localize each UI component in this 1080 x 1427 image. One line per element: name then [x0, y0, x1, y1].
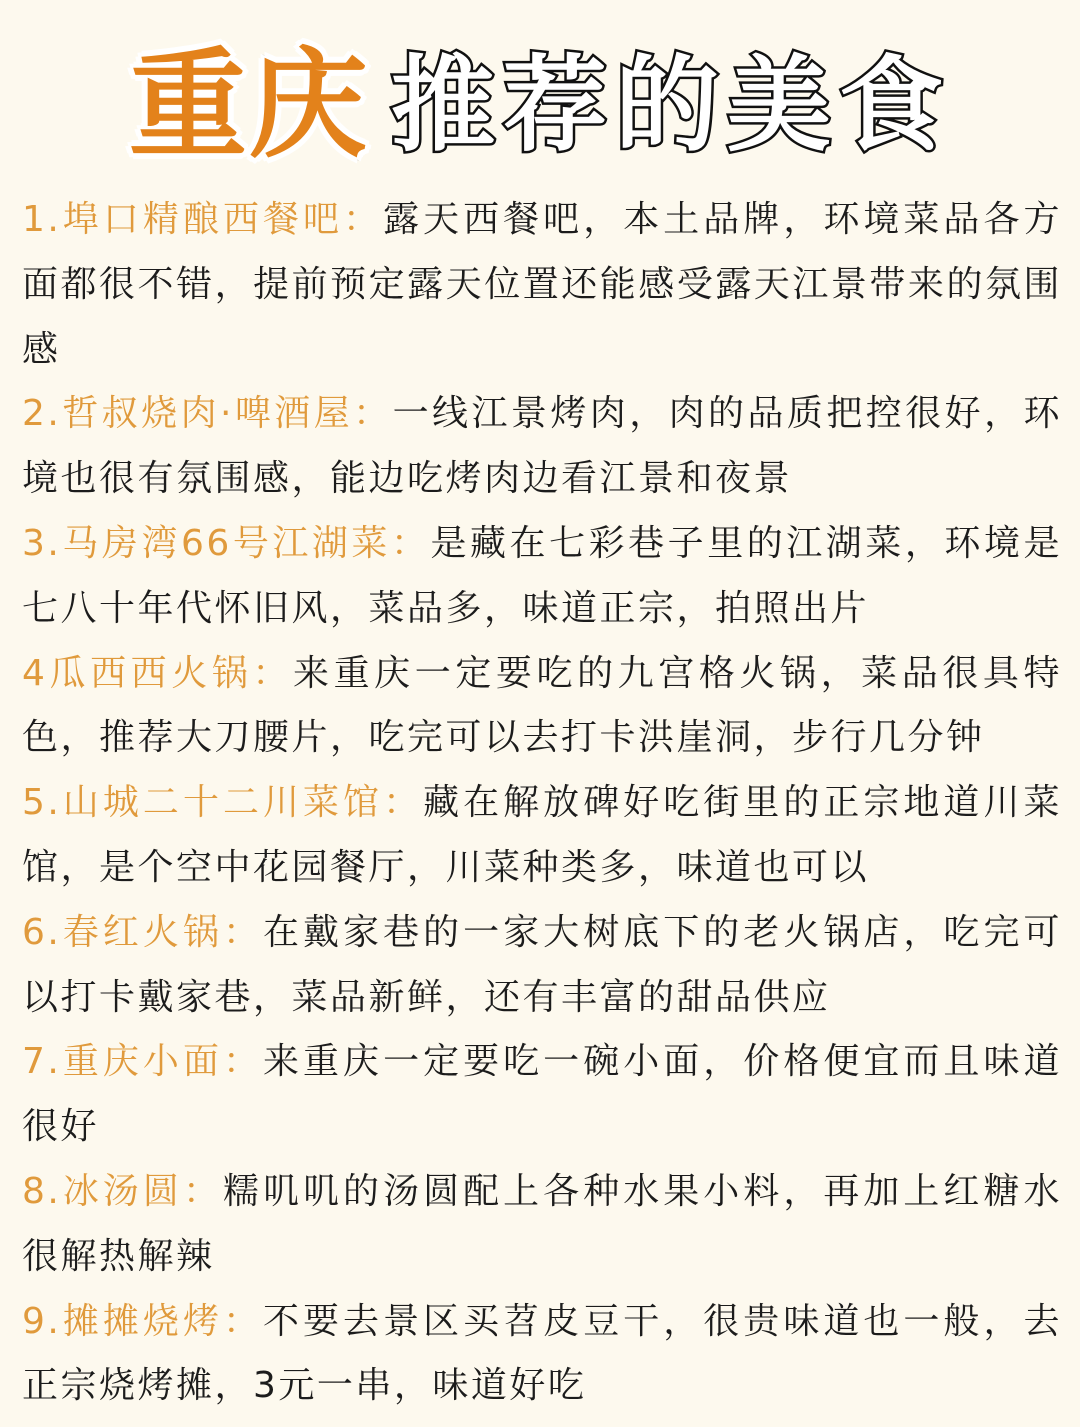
food-item-description: 来重庆一定要吃的九宫格火锅，菜品很具特色，推荐大刀腰片，吃完可以去打卡洪崖洞，步行几分钟: [22, 652, 1062, 759]
food-item-name: 7.重庆小面：: [22, 1041, 263, 1083]
food-item-name: 6.春红火锅：: [22, 911, 263, 953]
food-item-description: 糯叽叽的汤圆配上各种水果小料，再加上红糖水很解热解辣: [22, 1170, 1062, 1277]
food-item: [22, 771, 1062, 901]
food-item-description: 来重庆一定要吃一碗小面，价格便宜而且味道很好: [22, 1041, 1062, 1148]
food-item: [22, 382, 1062, 512]
title-main-text: 推荐的美食: [391, 44, 952, 167]
food-item-description: 在戴家巷的一家大树底下的老火锅店，吃完可以打卡戴家巷，菜品新鲜，还有丰富的甜品供应: [22, 911, 1062, 1018]
food-item-name: 5.山城二十二川菜馆：: [22, 782, 424, 824]
food-item-description: 不要去景区买苕皮豆干，很贵味道也一般，去正宗烧烤摊，3元一串，味道好吃: [22, 1300, 1062, 1407]
food-item: [22, 512, 1062, 642]
food-item-description: 露天西餐吧，本土品牌，环境菜品各方面都很不错，提前预定露天位置还能感受露天江景带来的氛围感: [22, 199, 1062, 370]
food-item: [22, 1160, 1062, 1290]
food-item-name: 2.哲叔烧肉·啤酒屋：: [22, 393, 393, 435]
title-accent-text: 重庆: [128, 36, 369, 175]
food-item-description: 是藏在七彩巷子里的江湖菜，环境是七八十年代怀旧风，菜品多，味道正宗，拍照出片: [22, 522, 1062, 629]
food-list: [22, 188, 1062, 1419]
food-item-description: 藏在解放碑好吃街里的正宗地道川菜馆，是个空中花园餐厅，川菜种类多，味道也可以: [22, 782, 1062, 888]
food-item: [22, 1290, 1062, 1420]
food-item-name: 4瓜西西火锅：: [22, 652, 293, 694]
food-item: [22, 901, 1062, 1031]
food-item-name: 1.埠口精酿西餐吧：: [22, 199, 384, 240]
food-item-name: 8.冰汤圆：: [22, 1170, 223, 1212]
food-item-name: 3.马房湾66号江湖菜：: [22, 522, 431, 564]
page-title: [0, 35, 1080, 175]
food-item-name: 9.摊摊烧烤：: [22, 1300, 263, 1342]
food-item: [22, 1030, 1062, 1160]
food-item-description: 一线江景烤肉，肉的品质把控很好，环境也很有氛围感，能边吃烤肉边看江景和夜景: [22, 393, 1062, 500]
food-item: [22, 642, 1062, 772]
food-item: [22, 188, 1062, 382]
